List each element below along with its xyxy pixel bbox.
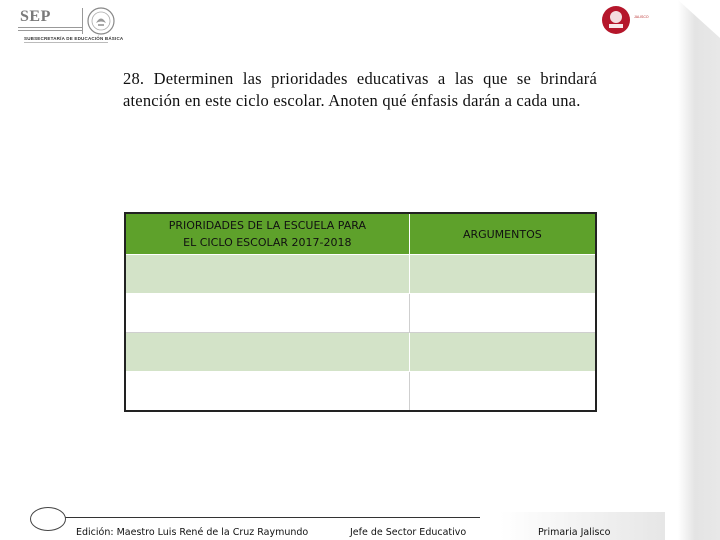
sep-logo-text: SEP: [20, 8, 51, 25]
priorities-table: [124, 212, 597, 412]
table-header-row: [125, 213, 596, 255]
table-row: [125, 294, 596, 333]
column-header-priorities: [125, 213, 409, 255]
table-cell[interactable]: [409, 255, 596, 294]
footer-role: Jefe de Sector Educativo: [350, 527, 467, 538]
footer-rule: [62, 517, 480, 518]
mexico-seal-icon: [86, 6, 116, 36]
table-cell[interactable]: [409, 294, 596, 333]
table-cell[interactable]: [125, 333, 409, 372]
table-cell[interactable]: [409, 333, 596, 372]
table-cell[interactable]: [125, 294, 409, 333]
table-cell[interactable]: [125, 372, 409, 412]
footer-oval-icon: [30, 507, 66, 531]
column-header-priorities-line1: PRIORIDADES DE LA ESCUELA PARA: [168, 219, 366, 232]
jalisco-logo-icon: [600, 4, 634, 36]
jalisco-logo-text: JALISCO: [634, 15, 649, 19]
table-row: [125, 333, 596, 372]
table-cell[interactable]: [409, 372, 596, 412]
column-header-arguments: ARGUMENTOS: [409, 213, 596, 255]
table-row: [125, 255, 596, 294]
table-row: [125, 372, 596, 412]
sep-logo-lines: [18, 26, 82, 34]
footer-edition: Edición: Maestro Luis René de la Cruz Raymundo: [76, 527, 309, 538]
column-header-priorities-line2: EL CICLO ESCOLAR 2017-2018: [183, 236, 352, 249]
question-text: 28. Determinen las prioridades educativas a las que se brindará atención en este ciclo escolar. Anoten qué énfasis darán a cada una.: [123, 69, 597, 110]
footer-org: Primaria Jalisco: [538, 527, 611, 538]
table-cell[interactable]: [125, 255, 409, 294]
subsecretaria-label: SUBSECRETARÍA DE EDUCACIÓN BÁSICA: [24, 36, 124, 41]
subsecretaria-underline: [24, 42, 108, 43]
logo-divider: [82, 8, 83, 34]
right-decor-strip: [678, 0, 720, 540]
